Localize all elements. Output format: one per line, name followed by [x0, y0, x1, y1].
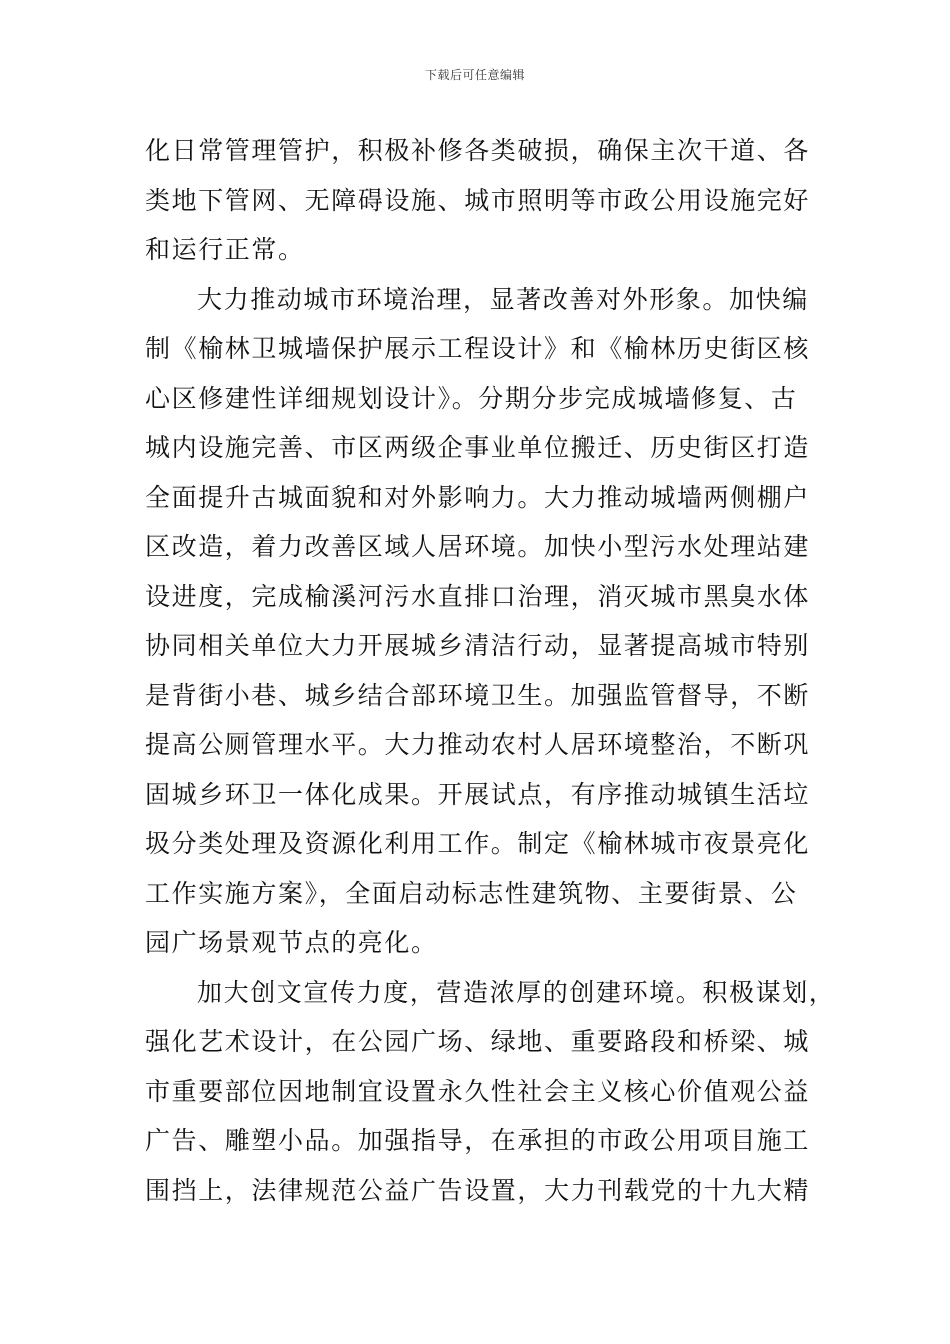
text-line: 广告、雕塑小品。加强指导，在承担的市政公用项目施工 — [145, 1126, 811, 1155]
paragraph-first-line: 大力推动城市环境治理，显著改善对外形象。加快编 — [197, 284, 809, 314]
text-line: 全面提升古城面貌和对外影响力。大力推动城墙两侧棚户 — [145, 482, 811, 512]
text-line: 固城乡环卫一体化成果。开展试点，有序推动城镇生活垃 — [145, 779, 811, 809]
text-line: 类地下管网、无障碍设施、城市照明等市政公用设施完好 — [145, 185, 811, 215]
text-line: 设进度，完成榆溪河污水直排口治理，消灭城市黑臭水体 — [145, 581, 811, 611]
text-line: 协同相关单位大力开展城乡清洁行动，显著提高城市特别 — [145, 631, 811, 660]
text-line: 强化艺术设计，在公园广场、绿地、重要路段和桥梁、城 — [145, 1027, 811, 1056]
text-line: 城内设施完善、市区两级企事业单位搬迁、历史街区打造 — [145, 433, 811, 462]
text-line: 工作实施方案》，全面启动标志性建筑物、主要街景、公 — [145, 878, 798, 908]
text-line: 市重要部位因地制宜设置永久性社会主义核心价值观公益 — [145, 1076, 811, 1106]
text-line: 围挡上，法律规范公益广告设置，大力刊载党的十九大精 — [145, 1175, 811, 1205]
text-line: 化日常管理管护，积极补修各类破损，确保主次干道、各 — [145, 136, 811, 165]
text-line: 和运行正常。 — [145, 235, 305, 264]
text-line: 圾分类处理及资源化利用工作。制定《榆林城市夜景亮化 — [145, 829, 811, 858]
page-header: 下载后可任意编辑 — [424, 68, 525, 82]
text-line: 区改造，着力改善区域人居环境。加快小型污水处理站建 — [145, 532, 811, 561]
text-line: 心区修建性详细规划设计》。分期分步完成城墙修复、古 — [145, 383, 798, 413]
text-line: 是背街小巷、城乡结合部环境卫生。加强监管督导，不断 — [145, 680, 811, 710]
paragraph-first-line: 加大创文宣传力度，营造浓厚的创建环境。积极谋划， — [197, 977, 836, 1007]
text-line: 园广场景观节点的亮化。 — [145, 928, 438, 957]
text-line: 提高公厕管理水平。大力推动农村人居环境整治，不断巩 — [145, 730, 811, 759]
text-line: 制《榆林卫城墙保护展示工程设计》和《榆林历史街区核 — [145, 334, 811, 363]
document-body — [145, 126, 836, 1215]
